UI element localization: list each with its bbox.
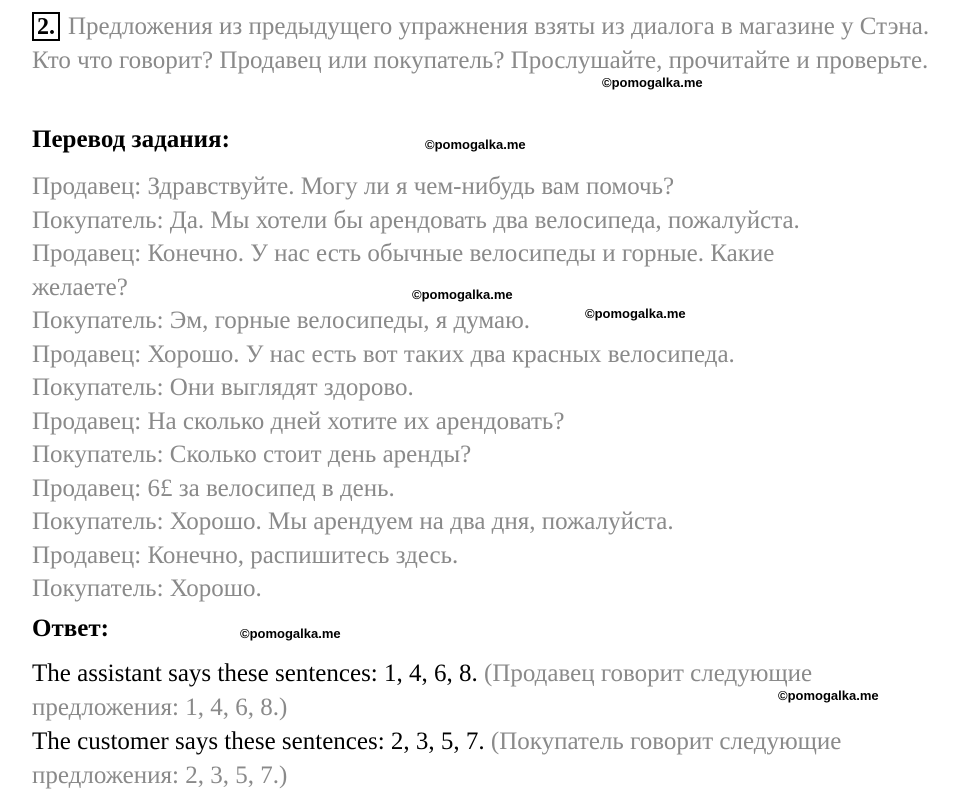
answer-block [32, 657, 932, 793]
watermark: ©pomogalka.me [585, 306, 686, 321]
watermark: ©pomogalka.me [602, 75, 703, 90]
answer-en: The customer says these sentences: 2, 3, 5, 7. [32, 728, 485, 755]
task-statement [32, 10, 932, 78]
task-text: Предложения из предыдущего упражнения взяты из диалога в магазине у Стэна. Кто что говорит? Продавец или покупатель? Прослушайте, прочитайте и проверьте. [32, 13, 930, 74]
dialog-line: Продавец: Конечно, распишитесь здесь. [32, 541, 459, 569]
dialog-line: Покупатель: Сколько стоит день аренды? [32, 441, 472, 468]
dialog-line: Продавец: Здравствуйте. Могу ли я чем-нибудь вам помочь? [32, 173, 675, 200]
watermark: ©pomogalka.me [240, 626, 341, 641]
dialog-line: Покупатель: Они выглядят здорово. [32, 374, 414, 401]
dialog-line: Покупатель: Хорошо. [32, 575, 262, 602]
answer-ru: (Покупатель говорит следующие предложения: 2, 3, 5, 7.) [32, 728, 842, 789]
answer-heading: Ответ: [32, 615, 109, 642]
watermark: ©pomogalka.me [425, 137, 526, 152]
dialog-line: Продавец: 6£ за велосипед в день. [32, 474, 395, 502]
answer-ru: (Продавец говорит следующие предложения: 1, 4, 6, 8.) [32, 660, 813, 721]
answer-en: The assistant says these sentences: 1, 4, 6, 8. [32, 660, 478, 687]
translation-heading: Перевод задания: [32, 126, 230, 153]
dialog-line: Покупатель: Хорошо. Мы арендуем на два дня, пожалуйста. [32, 508, 674, 535]
dialog-line: Продавец: Конечно. У нас есть обычные велосипеды и горные. Какие желаете? [32, 240, 775, 301]
watermark: ©pomogalka.me [412, 287, 513, 302]
dialog-line: Покупатель: Да. Мы хотели бы арендовать два велосипеда, пожалуйста. [32, 206, 800, 234]
dialog-line: Продавец: На сколько дней хотите их арендовать? [32, 407, 565, 435]
task-number: 2. [32, 12, 60, 41]
dialog-translation [32, 170, 912, 606]
answer-customer [32, 725, 932, 793]
dialog-line: Покупатель: Эм, горные велосипеды, я думаю. [32, 307, 531, 334]
dialog-line: Продавец: Хорошо. У нас есть вот таких два красных велосипеда. [32, 340, 735, 368]
watermark: ©pomogalka.me [778, 688, 879, 703]
